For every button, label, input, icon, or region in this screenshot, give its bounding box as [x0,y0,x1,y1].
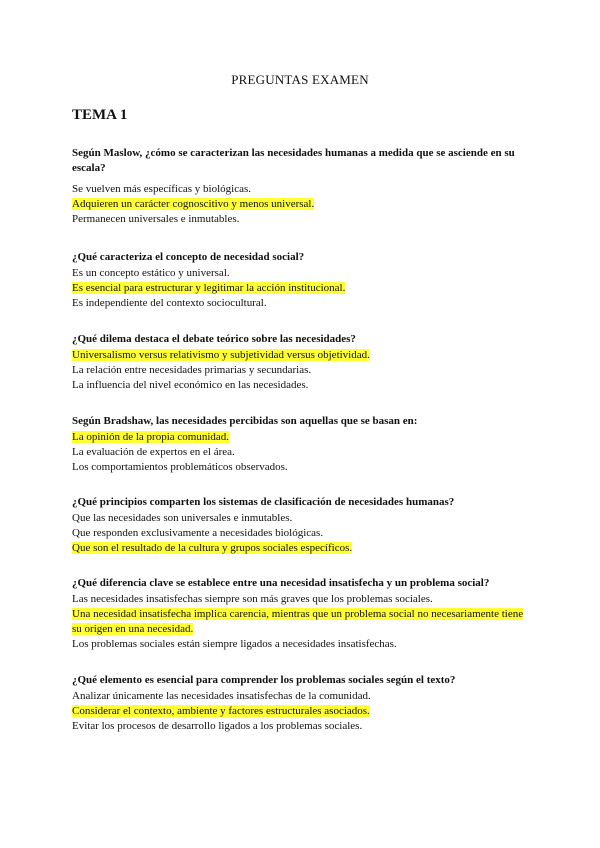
answer-option: Permanecen universales e inmutables. [72,213,240,225]
question-text: ¿Qué dilema destaca el debate teórico sobre las necesidades? [72,333,356,345]
question-text: Según Bradshaw, las necesidades percibidas son aquellas que se basan en: [72,415,418,427]
answer-option-highlighted: Adquieren un carácter cognoscitivo y menos universal. [72,198,315,210]
document-title: PREGUNTAS EXAMEN [231,72,369,87]
answer-option: La evaluación de expertos en el área. [72,446,235,458]
answer-option: Analizar únicamente las necesidades insatisfechas de la comunidad. [72,690,371,702]
question-block [72,146,532,227]
question-text: ¿Qué principios comparten los sistemas de clasificación de necesidades humanas? [72,496,455,508]
question-block [72,495,532,556]
question-block [72,250,532,311]
question-block [72,576,532,652]
answer-option: Evitar los procesos de desarrollo ligados a los problemas sociales. [72,720,363,732]
answer-option-highlighted: Universalismo versus relativismo y subjetividad versus objetividad. [72,349,370,361]
answer-option-highlighted: La opinión de la propia comunidad. [72,431,230,443]
question-block [72,673,532,734]
answer-option-highlighted: Que son el resultado de la cultura y grupos sociales específicos. [72,542,353,554]
question-block [72,414,532,475]
question-text: ¿Qué elemento es esencial para comprender los problemas sociales según el texto? [72,674,456,686]
answer-option: Es un concepto estático y universal. [72,267,230,279]
section-title: TEMA 1 [72,107,128,123]
answer-option-highlighted: Una necesidad insatisfecha implica carencia, mientras que un problema social no necesariamente tiene su origen en una necesidad. [72,608,524,635]
answer-option: Es independiente del contexto sociocultural. [72,297,267,309]
answer-option: Se vuelven más específicas y biológicas. [72,183,252,195]
answer-option: Las necesidades insatisfechas siempre son más graves que los problemas sociales. [72,593,433,605]
answer-option: Los problemas sociales están siempre ligados a necesidades insatisfechas. [72,638,397,650]
answer-option: La influencia del nivel económico en las necesidades. [72,379,309,391]
question-text: ¿Qué caracteriza el concepto de necesidad social? [72,251,305,263]
question-block [72,332,532,393]
question-text: ¿Qué diferencia clave se establece entre una necesidad insatisfecha y un problema social? [72,577,490,589]
answer-option: Que las necesidades son universales e inmutables. [72,512,293,524]
answer-option-highlighted: Es esencial para estructurar y legitimar la acción institucional. [72,282,346,294]
answer-option-highlighted: Considerar el contexto, ambiente y factores estructurales asociados. [72,705,370,717]
answer-option: La relación entre necesidades primarias y secundarias. [72,364,312,376]
question-text: Según Maslow, ¿cómo se caracterizan las necesidades humanas a medida que se asciende en su escala? [72,147,515,174]
answer-option: Los comportamientos problemáticos observados. [72,461,288,473]
answer-option: Que responden exclusivamente a necesidades biológicas. [72,527,324,539]
